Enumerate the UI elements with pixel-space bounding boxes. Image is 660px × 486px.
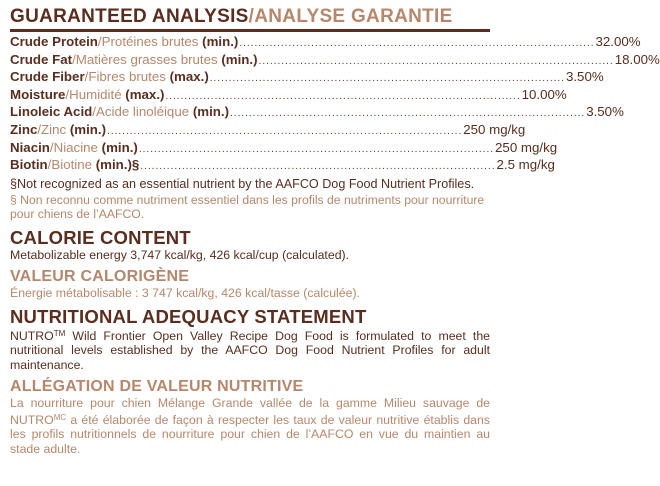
title-en: GUARANTEED ANALYSIS (10, 6, 249, 27)
adequacy-text-en (10, 327, 490, 373)
trademark-symbol: TM (53, 328, 66, 338)
label-en: Crude Protein (10, 34, 98, 49)
label-en: Niacin (10, 139, 50, 155)
label-fr: Acide linoléique (95, 104, 190, 120)
analysis-row (10, 51, 660, 70)
label-en: Moisture (10, 86, 66, 102)
row-value: 250 mg/kg (495, 139, 558, 155)
label-qualifier: (min.)§ (92, 157, 140, 173)
label-qualifier: (max.) (165, 69, 209, 85)
row-value: 3.50% (565, 69, 604, 85)
row-value: 3.50% (586, 104, 624, 120)
adequacy-body-en: Wild Frontier Open Valley Recipe Dog Food is formulated to meet the nutritional levels established by the AAFCO Dog Food Nutrient Profiles for adult maintenance. (10, 328, 490, 372)
calorie-text-fr: Énergie métabolisable : 3 747 kcal/kg, 426 kcal/tasse (calculée). (10, 286, 360, 301)
label-fr: Niacine (53, 139, 98, 155)
guaranteed-analysis-title (10, 6, 490, 28)
calorie-title-en: CALORIE CONTENT (10, 226, 191, 248)
row-value: 18.00% (614, 51, 660, 67)
adequacy-body-fr-2: a été élaborée de façon à respecter les taux de valeur nutritive établis dans les profils nutritionnels de nourriture pour chien de l’AAFCO en vue du maintien au stade adulte. (10, 412, 490, 456)
row-value: 32.00% (595, 34, 641, 49)
nutrition-panel (10, 0, 660, 456)
row-label: Moisture/Humidité (max.) (10, 86, 165, 102)
analysis-row (10, 157, 555, 175)
label-fr: Biotine (51, 157, 93, 173)
label-en: Zinc (10, 121, 38, 137)
leader-dots: .............................................................................................. (107, 125, 463, 137)
title-separator: / (248, 6, 255, 27)
title-fr: ANALYSE GARANTIE (254, 6, 453, 27)
leader-dots: .............................................................................................. (138, 143, 495, 155)
label-qualifier: (min.) (198, 34, 239, 49)
leader-dots: .............................................................................................. (258, 55, 614, 67)
analysis-row (10, 69, 604, 87)
row-label: Crude Fiber/Fibres brutes (max.) (10, 69, 209, 85)
label-fr: Humidité (69, 86, 122, 102)
row-label: Niacin/Niacine (min.) (10, 139, 138, 155)
leader-dots: .............................................................................................. (239, 38, 595, 49)
adequacy-title-en: NUTRITIONAL ADEQUACY STATEMENT (10, 305, 367, 327)
label-en: Crude Fat (10, 51, 73, 67)
analysis-row (10, 139, 558, 158)
row-value: 250 mg/kg (463, 121, 526, 137)
leader-dots: .............................................................................................. (230, 108, 586, 120)
label-qualifier: (max.) (121, 86, 165, 102)
analysis-table (10, 34, 660, 175)
leader-dots: .............................................................................................. (140, 161, 496, 173)
label-qualifier: (min.) (189, 104, 230, 120)
footnote-en: §Not recognized as an essential nutrient by the AAFCO Dog Food Nutrient Profiles. (10, 176, 475, 191)
leader-dots: .............................................................................................. (165, 90, 521, 102)
adequacy-body-fr-1: La nourriture pour chien Mélange Grande vallée de la gamme Milieu sauvage de NUTRO (10, 396, 490, 427)
label-fr: Protéines brutes (101, 34, 199, 49)
adequacy-text-fr (10, 396, 490, 456)
row-label: Crude Protein/Protéines brutes (min.) (10, 34, 239, 49)
analysis-row (10, 86, 567, 105)
mc-symbol: MC (53, 412, 67, 422)
row-label: Linoleic Acid/Acide linoléique (min.) (10, 104, 230, 120)
title-rule (10, 29, 490, 32)
label-en: Linoleic Acid (10, 104, 93, 120)
calorie-text-en: Metabolizable energy 3,747 kcal/kg, 426 kcal/cup (calculated). (10, 247, 350, 262)
label-fr: Matières grasses brutes (75, 51, 218, 67)
row-value: 2.5 mg/kg (496, 157, 555, 173)
label-qualifier: (min.) (217, 51, 258, 67)
leader-dots: .............................................................................................. (209, 73, 565, 85)
label-fr: Fibres brutes (88, 69, 166, 85)
label-qualifier: (min.) (97, 139, 138, 155)
row-value: 10.00% (521, 86, 567, 102)
row-label: Zinc/Zinc (min.) (10, 121, 107, 137)
label-fr: Zinc (41, 121, 67, 137)
footnote-fr: § Non reconnu comme nutriment essentiel dans les profils de nutriments pour nourriture pour chiens de l’AAFCO. (10, 192, 485, 222)
label-en: Crude Fiber (10, 69, 85, 85)
analysis-row (10, 104, 624, 122)
brand-name: NUTRO (10, 328, 54, 343)
row-label: Biotin/Biotine (min.)§ (10, 157, 140, 173)
adequacy-title-fr: ALLÉGATION DE VALEUR NUTRITIVE (10, 378, 304, 396)
label-en: Biotin (10, 157, 48, 173)
row-label: Crude Fat/Matières grasses brutes (min.) (10, 51, 258, 67)
analysis-row (10, 34, 641, 52)
label-qualifier: (min.) (66, 121, 107, 137)
analysis-row (10, 121, 526, 140)
calorie-title-fr: VALEUR CALORIGÈNE (10, 268, 190, 286)
